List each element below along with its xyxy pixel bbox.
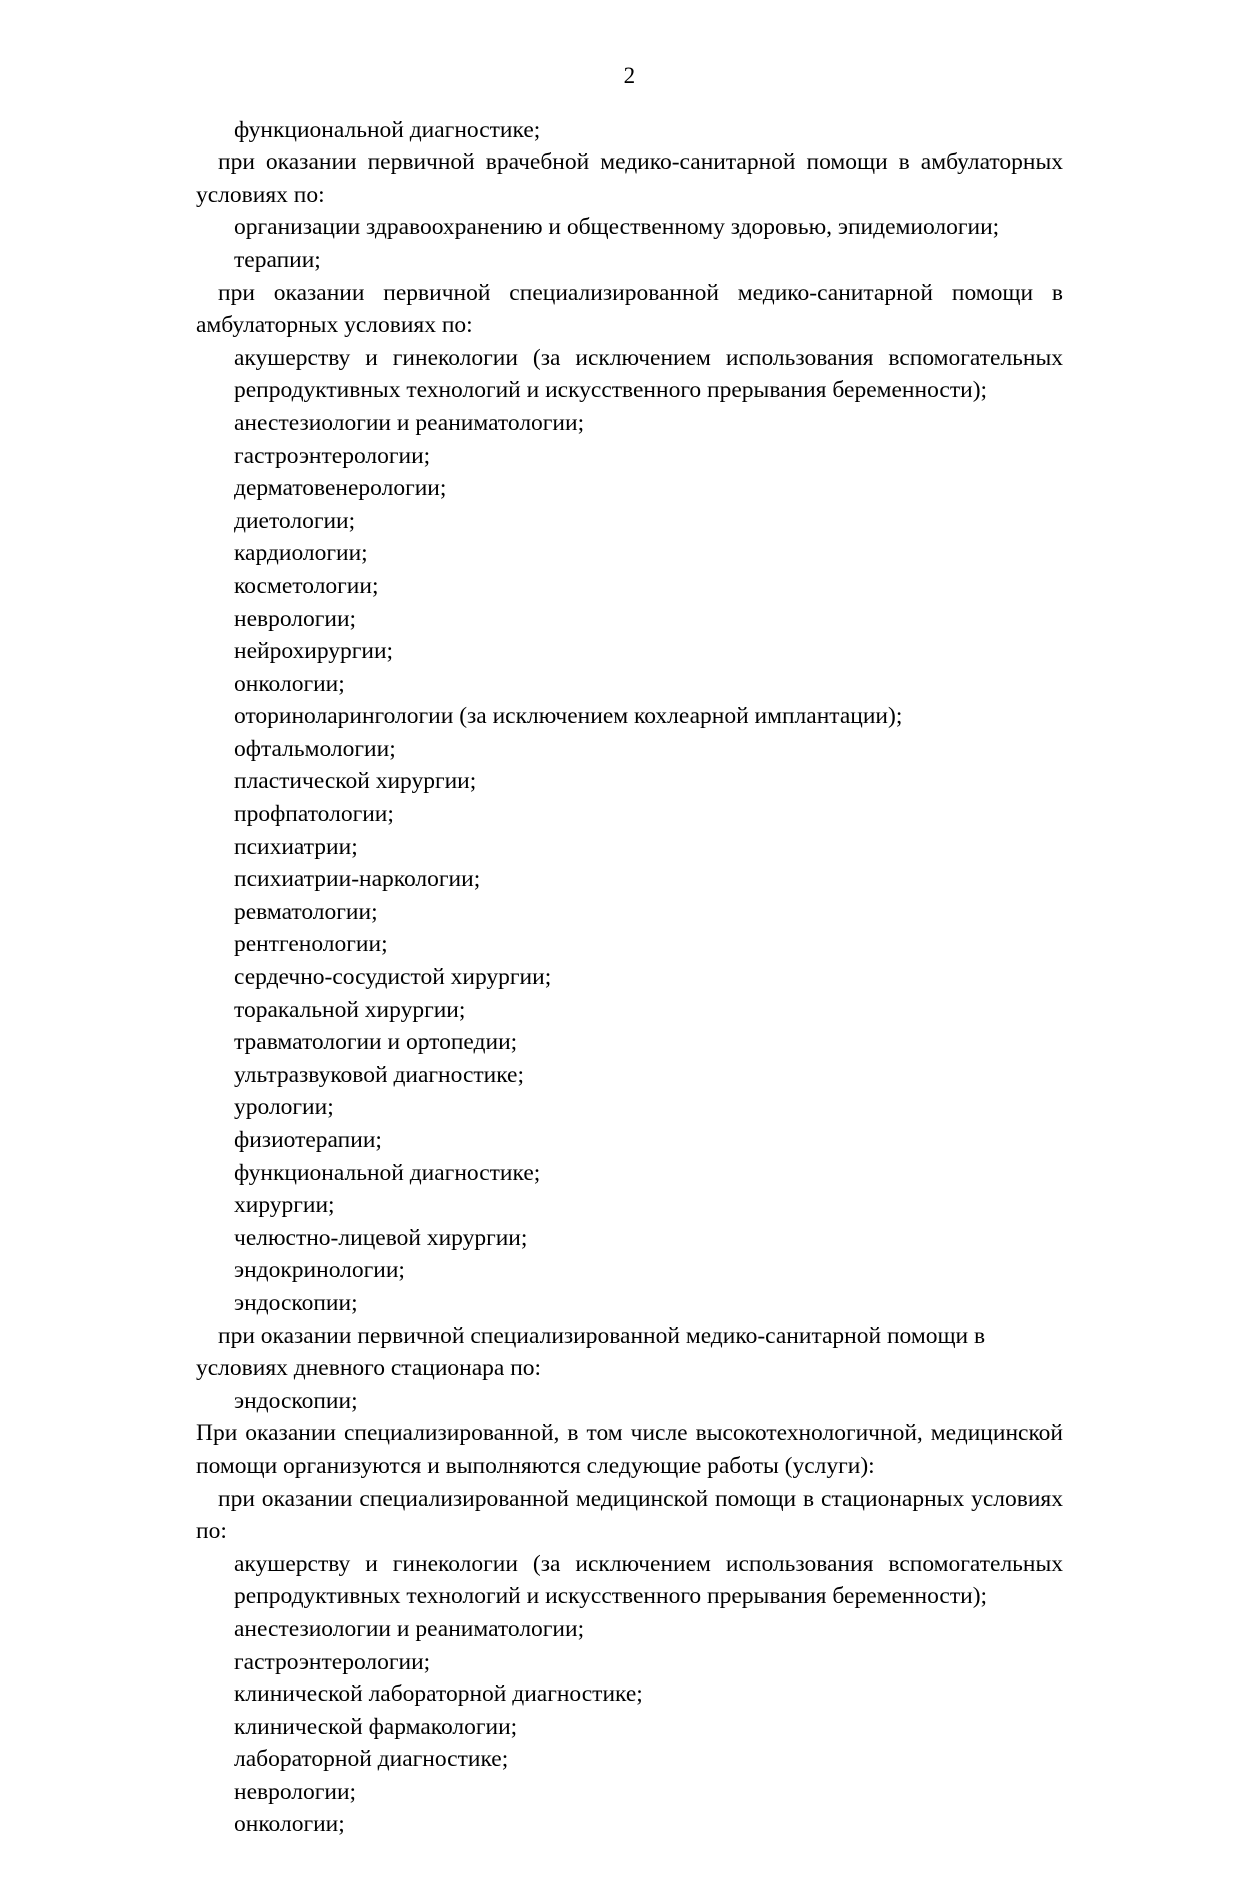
list-item: ультразвуковой диагностике;	[234, 1061, 525, 1088]
list-item: физиотерапии;	[234, 1127, 382, 1153]
list-item: анестезиологии и реаниматологии;	[234, 409, 585, 436]
list-item: акушерству и гинекологии (за исключением использования вспомогательных репродуктивных технологий и искусственного прерывания беременности);	[234, 344, 1063, 404]
list-item: эндоскопии;	[234, 1289, 358, 1316]
list-item: профпатологии;	[234, 801, 394, 828]
list-item: терапии;	[234, 246, 321, 273]
document-body	[196, 114, 1063, 1841]
page-number: 2	[623, 63, 636, 88]
paragraph: при оказании первичной врачебной медико-санитарной помощи в амбулаторных условиях по:	[196, 149, 1063, 208]
list-item: сердечно-сосудистой хирургии;	[234, 964, 552, 991]
list-item: лабораторной диагностике;	[234, 1746, 509, 1773]
list-item: функциональной диагностике;	[234, 1159, 541, 1186]
list-item: хирургии;	[234, 1192, 335, 1219]
list-item: диетологии;	[234, 507, 356, 534]
paragraph: при оказании специализированной медицинской помощи в стационарных условиях по:	[196, 1485, 1063, 1545]
list-item: офтальмологии;	[234, 735, 396, 762]
list-item: психиатрии-наркологии;	[234, 866, 481, 893]
list-item: неврологии;	[234, 1778, 357, 1805]
list-item: онкологии;	[234, 670, 345, 697]
list-item: косметологии;	[234, 572, 379, 599]
list-item: эндокринологии;	[234, 1257, 405, 1284]
list-item: кардиологии;	[234, 540, 368, 567]
paragraph: при оказании первичной специализированной медико-санитарной помощи в условиях дневного стационара по:	[196, 1322, 986, 1382]
list-item: клинической фармакологии;	[234, 1713, 518, 1740]
paragraph: При оказании специализированной, в том числе высокотехнологичной, медицинской помощи организуются и выполняются следующие работы (услуги):	[196, 1420, 1063, 1479]
list-item: урологии;	[234, 1094, 334, 1121]
list-item: психиатрии;	[234, 833, 358, 860]
list-item: гастроэнтерологии;	[234, 442, 431, 469]
list-item: организации здравоохранению и общественному здоровью, эпидемиологии;	[234, 214, 1000, 241]
list-item: рентгенологии;	[234, 931, 388, 958]
list-item: неврологии;	[234, 605, 357, 632]
list-item: функциональной диагностике;	[234, 116, 541, 143]
list-item: травматологии и ортопедии;	[234, 1029, 518, 1056]
list-item: анестезиологии и реаниматологии;	[234, 1615, 585, 1642]
list-item: акушерству и гинекологии (за исключением использования вспомогательных репродуктивных технологий и искусственного прерывания беременности);	[234, 1550, 1063, 1610]
list-item: оториноларингологии (за исключением кохлеарной имплантации);	[234, 703, 903, 730]
list-item: эндоскопии;	[234, 1387, 358, 1414]
list-item: ревматологии;	[234, 898, 378, 925]
list-item: онкологии;	[234, 1811, 345, 1838]
list-item: гастроэнтерологии;	[234, 1648, 431, 1675]
list-item: клинической лабораторной диагностике;	[234, 1681, 643, 1708]
list-item: торакальной хирургии;	[234, 996, 466, 1023]
list-item: пластической хирургии;	[234, 768, 477, 795]
list-item: нейрохирургии;	[234, 638, 394, 665]
list-item: челюстно-лицевой хирургии;	[234, 1224, 528, 1251]
list-item: дерматовенерологии;	[234, 475, 447, 502]
paragraph: при оказании первичной специализированной медико-санитарной помощи в амбулаторных условиях по:	[196, 279, 1063, 339]
